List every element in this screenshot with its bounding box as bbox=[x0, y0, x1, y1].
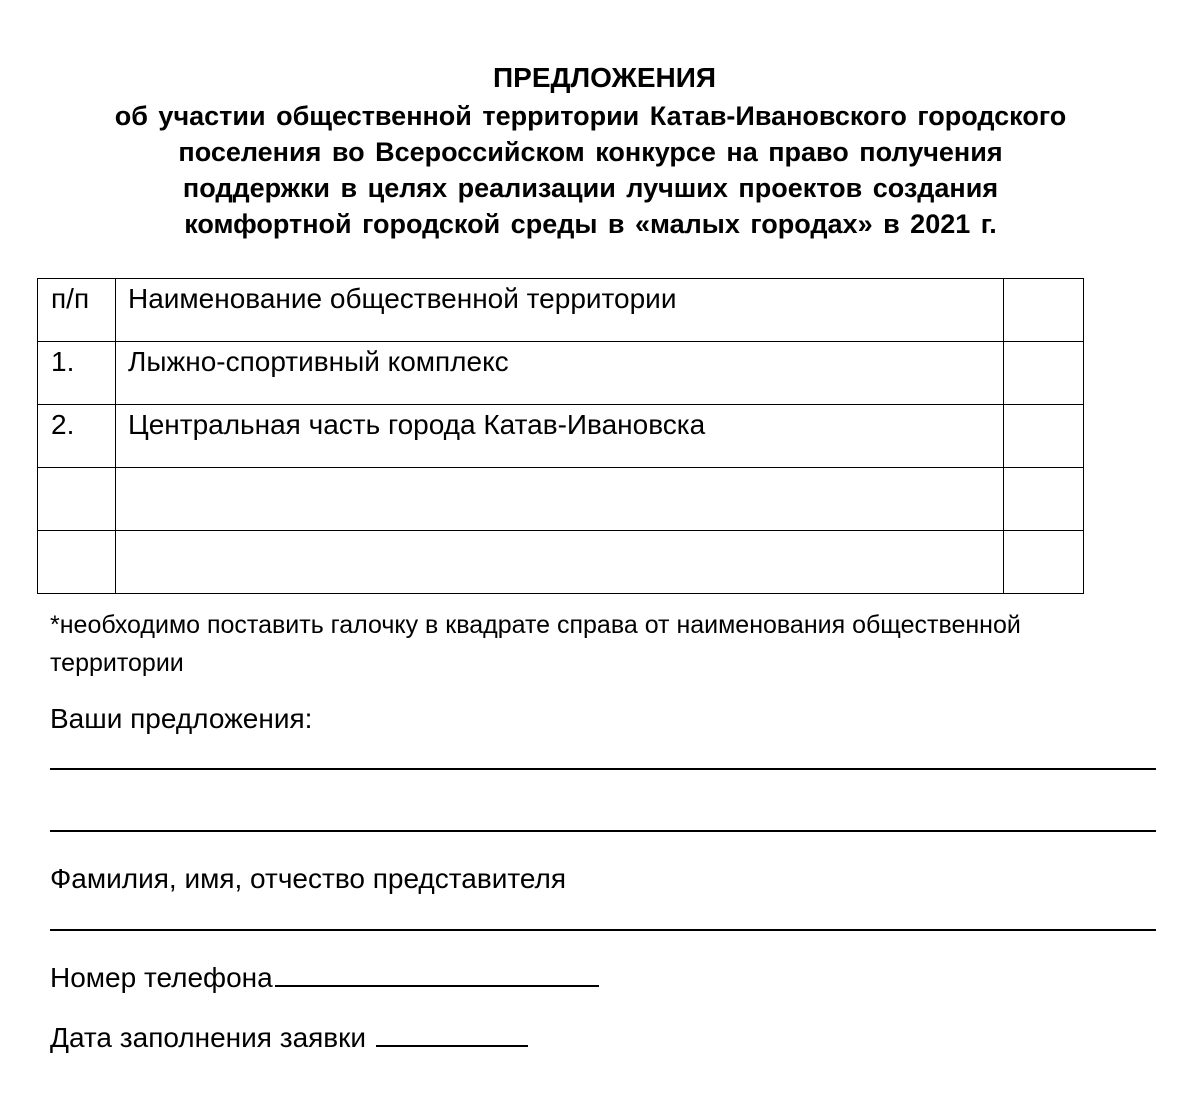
table-row bbox=[38, 405, 1084, 468]
header-name-cell: Наименование общественной территории bbox=[116, 279, 1004, 342]
row-num-cell bbox=[38, 468, 116, 531]
subtitle-line: поддержки в целях реализации лучших проектов создания bbox=[182, 173, 999, 203]
table-row bbox=[38, 342, 1084, 405]
document-subtitle bbox=[0, 98, 1181, 242]
row-check-box[interactable] bbox=[1004, 468, 1084, 531]
suggestions-label: Ваши предложения: bbox=[50, 703, 313, 734]
row-name-cell: Центральная часть города Катав-Ивановска bbox=[116, 405, 1004, 468]
phone-line[interactable] bbox=[275, 961, 599, 987]
row-name-cell: Лыжно-спортивный комплекс bbox=[116, 342, 1004, 405]
suggestions-line-1[interactable] bbox=[50, 768, 1156, 770]
header-check-cell bbox=[1004, 279, 1084, 342]
footnote: *необходимо поставить галочку в квадрате справа от наименования общественной территории bbox=[50, 611, 1021, 677]
subtitle-line: комфортной городской среды в «малых городах» в 2021 г. bbox=[184, 209, 997, 239]
date-row bbox=[50, 1021, 528, 1055]
row-name-cell[interactable] bbox=[116, 531, 1004, 594]
date-label: Дата заполнения заявки bbox=[50, 1022, 367, 1053]
table-header-row bbox=[38, 279, 1084, 342]
representative-line[interactable] bbox=[50, 929, 1156, 931]
table-row bbox=[38, 468, 1084, 531]
document-title: ПРЕДЛОЖЕНИЯ bbox=[493, 62, 716, 93]
phone-row bbox=[50, 961, 599, 995]
row-check-box[interactable] bbox=[1004, 531, 1084, 594]
representative-label: Фамилия, имя, отчество представителя bbox=[50, 863, 567, 894]
row-num-cell: 1. bbox=[38, 342, 116, 405]
subtitle-line: об участии общественной территории Катав-Ивановского городского bbox=[114, 101, 1067, 131]
row-check-box[interactable] bbox=[1004, 405, 1084, 468]
row-num-cell bbox=[38, 531, 116, 594]
territory-table bbox=[37, 278, 1084, 594]
date-line[interactable] bbox=[376, 1021, 528, 1047]
table-row bbox=[38, 531, 1084, 594]
row-num-cell: 2. bbox=[38, 405, 116, 468]
phone-label: Номер телефона bbox=[50, 962, 273, 993]
row-check-box[interactable] bbox=[1004, 342, 1084, 405]
suggestions-line-2[interactable] bbox=[50, 830, 1156, 832]
subtitle-line: поселения во Всероссийском конкурсе на право получения bbox=[178, 137, 1003, 167]
header-num-cell: п/п bbox=[38, 279, 116, 342]
row-name-cell[interactable] bbox=[116, 468, 1004, 531]
